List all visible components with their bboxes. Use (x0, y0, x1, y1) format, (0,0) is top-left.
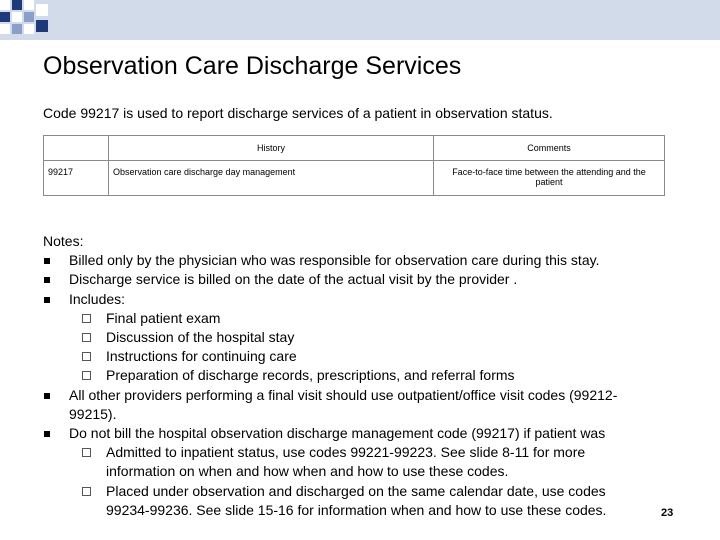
page-number: 23 (661, 507, 674, 519)
sub-list-item-text: Placed under observation and discharged on the same calendar date, use codes (106, 482, 606, 499)
list-item-text: Do not bill the hospital observation discharge management code (99217) if patient was (69, 425, 606, 442)
header-code (44, 136, 109, 161)
sub-list-item (43, 482, 703, 501)
list-item (43, 270, 703, 289)
deco-square (24, 12, 34, 22)
deco-square (12, 24, 22, 34)
deco-square (0, 24, 10, 34)
header-decoration (0, 0, 720, 42)
sub-list-item (43, 328, 703, 347)
sub-list-item-continuation: information on when and how when and how to use these codes. (106, 463, 509, 480)
sub-list-item (43, 347, 703, 366)
square-bullet-icon (44, 277, 50, 283)
cell-comments: Face-to-face time between the attending and the patient (434, 161, 665, 196)
square-bullet-icon (44, 393, 50, 399)
deco-square (24, 0, 34, 10)
deco-square (24, 24, 34, 34)
header-comments: Comments (434, 136, 665, 161)
code-table (43, 135, 665, 196)
cell-description: Observation care discharge day management (109, 161, 434, 196)
list-item-text: All other providers performing a final visit should use outpatient/office visit codes (99212- (69, 386, 618, 403)
sub-list-item-text: Discussion of the hospital stay (106, 329, 295, 346)
checkbox-bullet-icon (82, 352, 91, 361)
list-item-text: Discharge service is billed on the date of the actual visit by the provider . (69, 271, 518, 288)
header-band (0, 0, 720, 40)
sub-list-item (43, 309, 703, 328)
checkbox-bullet-icon (82, 371, 91, 380)
sub-list-item-text: Admitted to inpatient status, use codes 99221-99223. See slide 8-11 for more (106, 444, 586, 461)
table-header-row (44, 136, 665, 161)
table-row (44, 161, 665, 196)
cell-code: 99217 (44, 161, 109, 196)
checkbox-bullet-icon (82, 314, 91, 323)
page-subtitle: Code 99217 is used to report discharge services of a patient in observation status. (43, 105, 553, 121)
square-bullet-icon (44, 431, 50, 437)
sub-list-item-continuation: 99234-99236. See slide 15-16 for information when and how to use these codes. (106, 501, 607, 518)
deco-square (0, 0, 10, 10)
sub-list-item-text: Preparation of discharge records, prescriptions, and referral forms (106, 367, 515, 384)
list-item-text: Includes: (69, 290, 126, 307)
notes-section (43, 232, 703, 520)
square-bullet-icon (44, 258, 50, 264)
sub-list-item (43, 443, 703, 462)
deco-square (0, 12, 10, 22)
checkbox-bullet-icon (82, 448, 91, 457)
sub-list-item-text: Final patient exam (106, 309, 221, 326)
square-bullet-icon (44, 297, 50, 303)
checkbox-bullet-icon (82, 487, 91, 496)
deco-square (12, 12, 22, 22)
sub-list-item-text: Instructions for continuing care (106, 348, 297, 365)
page-title: Observation Care Discharge Services (43, 52, 462, 80)
list-item (43, 424, 703, 443)
list-item-text: Billed only by the physician who was responsible for observation care during this stay. (69, 252, 600, 269)
header-history: History (109, 136, 434, 161)
deco-square (12, 0, 22, 10)
checkbox-bullet-icon (82, 333, 91, 342)
list-item (43, 386, 703, 405)
list-item-continuation: 99215). (69, 405, 117, 422)
notes-heading: Notes: (43, 233, 84, 249)
deco-square (36, 20, 48, 32)
deco-square (36, 4, 48, 16)
sub-list-item (43, 366, 703, 385)
list-item (43, 251, 703, 270)
list-item (43, 290, 703, 309)
